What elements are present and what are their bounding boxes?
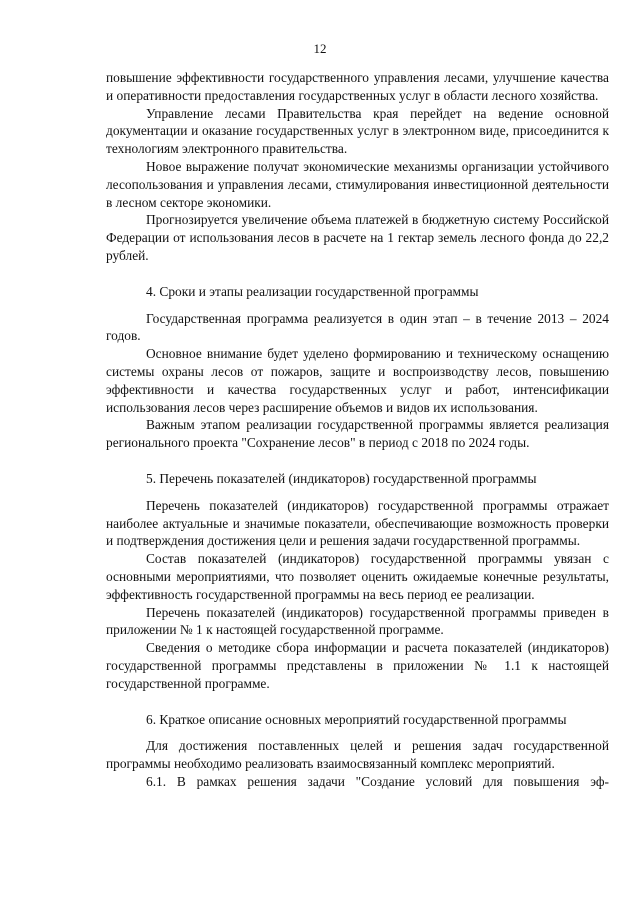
paragraph: Перечень показателей (индикаторов) государственной программы приведен в приложении № 1 к настоящей государственной программе.: [106, 604, 609, 638]
section-heading: 4. Сроки и этапы реализации государственной программы: [146, 283, 479, 299]
paragraph: Новое выражение получат экономические механизмы организации устойчивого лесопользования и управления лесами, стимулирования инвестиционной деятельности в лесном секторе экономики.: [106, 158, 609, 210]
spacer: [106, 728, 609, 737]
paragraph: Важным этапом реализации государственной программы является реализация регионального проекта "Сохранение лесов" в период с 2018 по 2024 годы.: [106, 417, 609, 451]
section-heading: 5. Перечень показателей (индикаторов) государственной программы: [146, 470, 537, 486]
paragraph: Прогнозируется увеличение объема платежей в бюджетную систему Российской Федерации от использования лесов в расчете на 1 гектар земель лесного фонда до 22,2 рублей.: [106, 212, 609, 263]
spacer: [106, 452, 609, 470]
spacer: [106, 488, 609, 497]
paragraph: Перечень показателей (индикаторов) государственной программы отражает наиболее актуальные и значимые показатели, обеспечивающие возможность проверки и подтверждения достижения цели и решения задачи государственной программы.: [106, 497, 609, 549]
paragraph: Состав показателей (индикаторов) государственной программы увязан с основными мероприятиями, что позволяет оценить ожидаемые конечные результаты, эффективность государственной программы на весь период ее реализации.: [106, 551, 609, 602]
spacer: [106, 265, 609, 283]
spacer: [106, 693, 609, 711]
page-number: 12: [313, 41, 327, 56]
paragraph: Государственная программа реализуется в один этап – в течение 2013 – 2024 годов.: [106, 310, 609, 344]
section-heading: 6. Краткое описание основных мероприятий государственной программы: [146, 711, 567, 727]
paragraph: Основное внимание будет уделено формированию и техническому оснащению системы охраны лесов от пожаров, защите и воспроизводству лесов, повышению эффективности и качества государственных услуг и работ, интенсификации использования лесов через расширение объемов и видов их использования.: [106, 346, 609, 415]
paragraph: Сведения о методике сбора информации и расчета показателей (индикаторов) государственной программы представлены в приложении № 1.1 к настоящей государственной программе.: [106, 640, 609, 691]
paragraph: 6.1. В рамках решения задачи "Создание условий для повышения эф-: [146, 773, 609, 789]
paragraph: Управление лесами Правительства края перейдет на ведение основной документации и оказание государственных услуг в электронном виде, присоединится к технологиям электронного правительства.: [106, 105, 609, 157]
page-body: [106, 69, 609, 791]
paragraph-continuation: повышение эффективности государственного управления лесами, улучшение качества и оперативности предоставления государственных услуг в области лесного хозяйства.: [106, 70, 609, 103]
paragraph: Для достижения поставленных целей и решения задач государственной программы необходимо реализовать взаимосвязанный комплекс мероприятий.: [106, 738, 609, 772]
spacer: [106, 301, 609, 310]
